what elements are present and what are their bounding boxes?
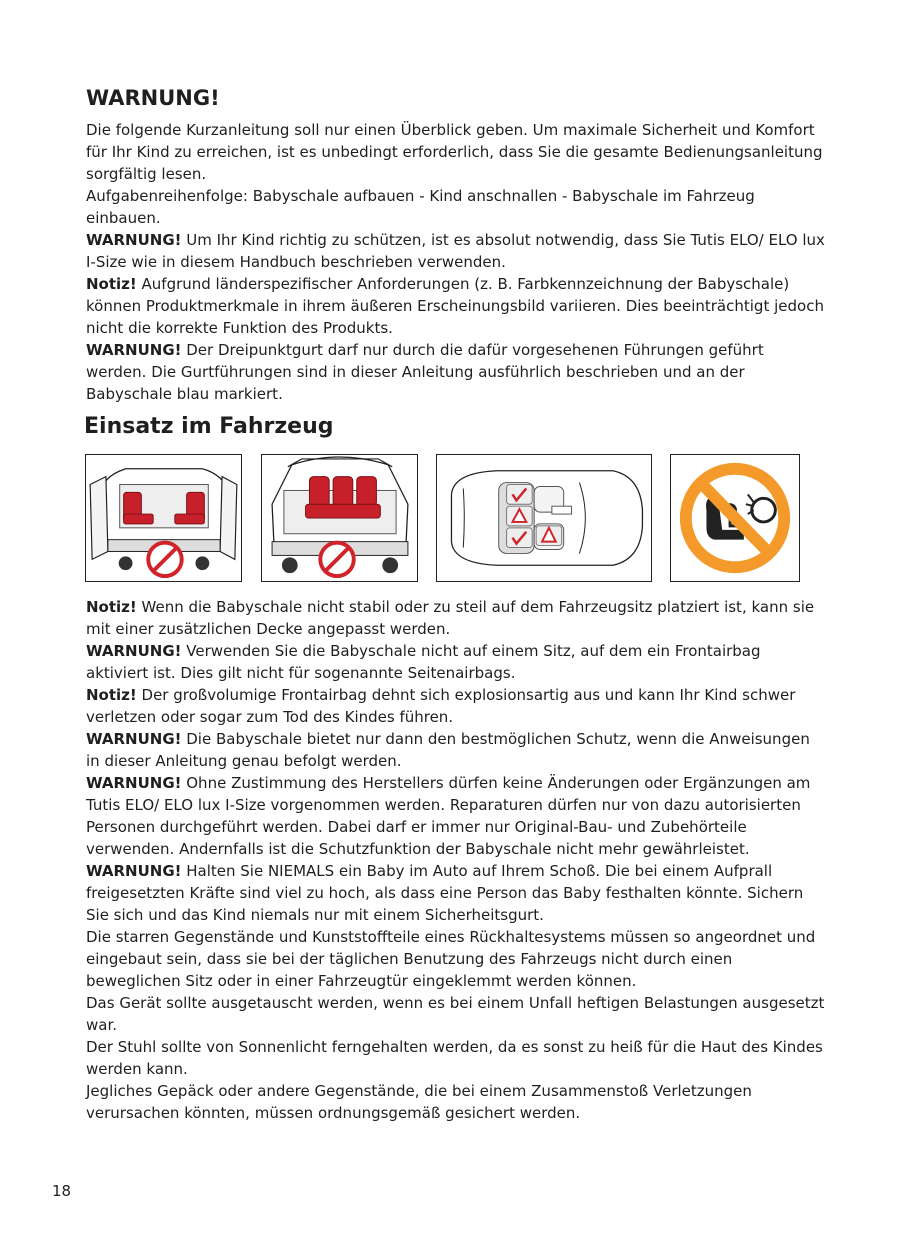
section-title: Einsatz im Fahrzeug — [84, 414, 334, 439]
intro-text — [86, 119, 826, 405]
paragraph-text: Die starren Gegenstände und Kunststoffteile eines Rückhaltesystems müssen so angeordnet und eingebaut sein, dass sie bei der täglichen Benutzung des Fahrzeugs nicht durch einen beweglichen Sitz oder in einer Fahrzeugtür eingeklemmt werden können. — [86, 928, 816, 990]
paragraph-text: Ohne Zustimmung des Herstellers dürfen keine Änderungen oder Ergänzungen am Tutis ELO/ ELO lux I-Size vorgenommen werden. Reparaturen dürfen nur von dazu autorisierten Personen durchgeführt werden. Dabei darf er immer nur Original-Bau- und Zubehörteile verwenden. Andernfalls ist die Schutzfunktion der Babyschale nicht mehr gewährleistet. — [86, 774, 811, 858]
page-number: 18 — [52, 1182, 72, 1200]
paragraph — [86, 860, 826, 926]
paragraph-label: Notiz! — [86, 686, 137, 704]
paragraph-text: Die Babyschale bietet nur dann den bestmöglichen Schutz, wenn die Anweisungen in dieser Anleitung genau befolgt werden. — [86, 730, 810, 770]
paragraph — [86, 273, 826, 339]
paragraph-text: Der Stuhl sollte von Sonnenlicht ferngehalten werden, da es sonst zu heiß für die Haut des Kindes werden kann. — [86, 1038, 823, 1078]
figure-seat-positions-top-view — [436, 454, 652, 582]
paragraph — [86, 596, 826, 640]
paragraph — [86, 1036, 826, 1080]
paragraph-label: WARNUNG! — [86, 231, 182, 249]
paragraph — [86, 339, 826, 405]
paragraph-text: Jegliches Gepäck oder andere Gegenstände, die bei einem Zusammenstoß Verletzungen verursachen könnten, müssen ordnungsgemäß gesichert werden. — [86, 1082, 752, 1122]
figure-no-airbag-sign — [670, 454, 800, 582]
paragraph — [86, 728, 826, 772]
paragraph-label: WARNUNG! — [86, 730, 182, 748]
paragraph-text: Der großvolumige Frontairbag dehnt sich explosionsartig aus und kann Ihr Kind schwer verletzen oder sogar zum Tod des Kindes führen. — [86, 686, 796, 726]
paragraph-label: Notiz! — [86, 598, 137, 616]
paragraph-label: WARNUNG! — [86, 862, 182, 880]
paragraph-label: WARNUNG! — [86, 774, 182, 792]
paragraph — [86, 185, 826, 229]
paragraph-text: Aufgabenreihenfolge: Babyschale aufbauen - Kind anschnallen - Babyschale im Fahrzeug einbauen. — [86, 187, 755, 227]
paragraph-label: WARNUNG! — [86, 341, 182, 359]
paragraph — [86, 772, 826, 860]
figure-trunk-seats — [261, 454, 418, 582]
paragraph — [86, 926, 826, 992]
paragraph — [86, 119, 826, 185]
body-text — [86, 596, 826, 1124]
paragraph — [86, 1080, 826, 1124]
paragraph-text: Das Gerät sollte ausgetauscht werden, wenn es bei einem Unfall heftigen Belastungen ausgesetzt war. — [86, 994, 825, 1034]
paragraph-label: Notiz! — [86, 275, 137, 293]
car-trunk-illustration — [262, 455, 417, 581]
paragraph — [86, 684, 826, 728]
paragraph — [86, 992, 826, 1036]
paragraph-text: Der Dreipunktgurt darf nur durch die dafür vorgesehenen Führungen geführt werden. Die Gurtführungen sind in dieser Anleitung ausführlich beschrieben und an der Babyschale blau markiert. — [86, 341, 764, 403]
prohibited-icon — [148, 543, 181, 576]
paragraph-text: Um Ihr Kind richtig zu schützen, ist es absolut notwendig, dass Sie Tutis ELO/ ELO lux I-Size wie in diesem Handbuch beschrieben verwenden. — [86, 231, 825, 271]
warning-heading: WARNUNG! — [86, 86, 220, 110]
paragraph-text: Die folgende Kurzanleitung soll nur einen Überblick geben. Um maximale Sicherheit und Komfort für Ihr Kind zu erreichen, ist es unbedingt erforderlich, dass Sie die gesamte Bedienungsanleitung sorgfältig lesen. — [86, 121, 823, 183]
prohibited-icon — [320, 543, 353, 576]
car-top-view-illustration — [437, 455, 651, 581]
paragraph-text: Aufgrund länderspezifischer Anforderungen (z. B. Farbkennzeichnung der Babyschale) können Produktmerkmale in ihrem äußeren Erscheinungsbild variieren. Dies beeinträchtigt jedoch nicht die korrekte Funktion des Produkts. — [86, 275, 824, 337]
paragraph-label: WARNUNG! — [86, 642, 182, 660]
paragraph-text: Wenn die Babyschale nicht stabil oder zu steil auf dem Fahrzeugsitz platziert ist, kann sie mit einer zusätzlichen Decke angepasst werden. — [86, 598, 815, 638]
paragraph — [86, 229, 826, 273]
van-rear-open-illustration — [86, 455, 241, 581]
paragraph-text: Verwenden Sie die Babyschale nicht auf einem Sitz, auf dem ein Frontairbag aktiviert ist. Dies gilt nicht für sogenannte Seitenairbags. — [86, 642, 761, 682]
airbag-prohibited-icon — [671, 455, 799, 581]
paragraph — [86, 640, 826, 684]
paragraph-text: Halten Sie NIEMALS ein Baby im Auto auf Ihrem Schoß. Die bei einem Aufprall freigesetzten Kräfte sind viel zu hoch, als dass eine Person das Baby festhalten könnte. Sichern Sie sich und das Kind niemals nur mit einem Sicherheitsgurt. — [86, 862, 804, 924]
figure-side-facing-seats — [85, 454, 242, 582]
